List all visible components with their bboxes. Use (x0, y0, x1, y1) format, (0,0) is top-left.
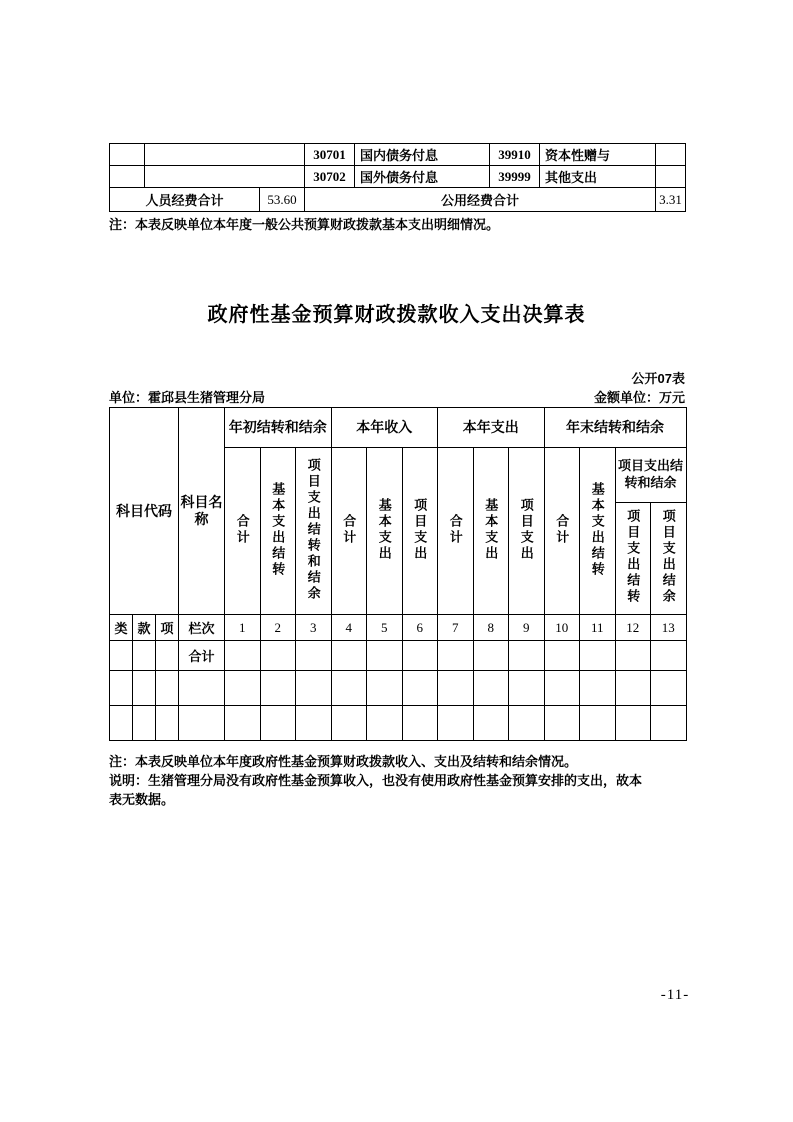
empty-cell (580, 671, 616, 706)
empty-data-row (110, 671, 687, 706)
column-number-row (110, 615, 687, 641)
economic-code-cell: 30702 (305, 166, 355, 188)
empty-cell (544, 641, 580, 671)
economic-name-cell: 国内债务付息 (355, 144, 490, 166)
header-g1-project: 项目支出 (402, 448, 438, 615)
col-number: 5 (367, 615, 403, 641)
empty-cell (260, 641, 296, 671)
col-number: 13 (651, 615, 687, 641)
code-subcol-section: 款 (133, 615, 156, 641)
economic-name-cell: 资本性赠与 (540, 144, 656, 166)
col-number: 12 (615, 615, 651, 641)
header-g1-total: 合计 (331, 448, 367, 615)
empty-cell (156, 706, 179, 741)
empty-cell (651, 706, 687, 741)
empty-cell (438, 706, 474, 741)
col-number: 11 (580, 615, 616, 641)
page-title: 政府性基金预算财政拨款收入支出决算表 (207, 304, 586, 326)
empty-cell (544, 671, 580, 706)
header-row-groups (110, 408, 687, 448)
header-g3-project-carryforward: 项目支出结转 (615, 503, 651, 615)
header-g3-project-carryover-group: 项目支出结转和结余 (615, 448, 686, 503)
empty-cell (225, 706, 261, 741)
empty-cell (367, 706, 403, 741)
amount-unit-label: 金额单位：万元 (593, 390, 685, 405)
empty-cell (473, 641, 509, 671)
header-g0-basic-carryover: 基本支出结转 (260, 448, 296, 615)
main-table-note: 注：本表反映单位本年度政府性基金预算财政拨款收入、支出及结转和结余情况。 (109, 754, 578, 769)
empty-cell (331, 671, 367, 706)
col-number: 1 (225, 615, 261, 641)
header-subject-code: 科目代码 (110, 408, 179, 615)
code-subcol-class: 类 (110, 615, 133, 641)
header-g3-project-surplus: 项目支出结余 (651, 503, 687, 615)
table-row (110, 188, 686, 212)
empty-cell (110, 706, 133, 741)
header-g0-project-carryover: 项目支出结转和结余 (296, 448, 332, 615)
col-number: 8 (473, 615, 509, 641)
empty-cell (296, 641, 332, 671)
empty-cell (110, 671, 133, 706)
empty-cell (110, 144, 145, 166)
empty-cell (544, 706, 580, 741)
col-number: 10 (544, 615, 580, 641)
empty-cell (651, 641, 687, 671)
empty-cell (296, 706, 332, 741)
empty-cell (133, 641, 156, 671)
code-subcol-item: 项 (156, 615, 179, 641)
empty-cell (402, 641, 438, 671)
col-number: 6 (402, 615, 438, 641)
col-number: 3 (296, 615, 332, 641)
empty-cell (473, 706, 509, 741)
empty-cell (438, 641, 474, 671)
col-number: 4 (331, 615, 367, 641)
economic-name-cell: 国外债务付息 (355, 166, 490, 188)
header-group-current-expenditure: 本年支出 (438, 408, 545, 448)
empty-cell (133, 671, 156, 706)
empty-cell (615, 641, 651, 671)
empty-cell (156, 641, 179, 671)
economic-name-cell: 其他支出 (540, 166, 656, 188)
header-subject-name: 科目名称 (179, 408, 225, 615)
empty-cell (656, 144, 686, 166)
page-number: -11- (660, 987, 690, 1003)
fragment-table-note: 注：本表反映单位本年度一般公共预算财政拨款基本支出明细情况。 (109, 217, 500, 232)
empty-cell (145, 166, 305, 188)
empty-cell (656, 166, 686, 188)
empty-data-row (110, 706, 687, 741)
empty-cell (580, 641, 616, 671)
table-code-label: 公开07表 (631, 371, 685, 386)
empty-cell (509, 641, 545, 671)
empty-cell (331, 641, 367, 671)
main-table (109, 407, 687, 741)
fragment-table (109, 143, 686, 212)
empty-cell (509, 706, 545, 741)
empty-cell (615, 671, 651, 706)
empty-cell (367, 671, 403, 706)
table-row (110, 144, 686, 166)
total-row (110, 641, 687, 671)
empty-cell (110, 641, 133, 671)
empty-cell (438, 671, 474, 706)
header-g2-total: 合计 (438, 448, 474, 615)
economic-code-cell: 30701 (305, 144, 355, 166)
header-group-closing-balance: 年末结转和结余 (544, 408, 686, 448)
empty-cell (225, 641, 261, 671)
empty-cell (260, 706, 296, 741)
unit-label: 单位：霍邱县生猪管理分局 (109, 390, 266, 405)
personnel-total-value: 53.60 (260, 188, 305, 212)
header-g2-project: 项目支出 (509, 448, 545, 615)
empty-cell (133, 706, 156, 741)
header-g2-basic: 基本支出 (473, 448, 509, 615)
empty-cell (179, 671, 225, 706)
header-g3-basic-carryover: 基本支出结转 (580, 448, 616, 615)
economic-code-cell: 39999 (490, 166, 540, 188)
personnel-total-label: 人员经费合计 (110, 188, 260, 212)
economic-code-cell: 39910 (490, 144, 540, 166)
empty-cell (402, 671, 438, 706)
empty-cell (615, 706, 651, 741)
empty-cell (509, 671, 545, 706)
public-total-label: 公用经费合计 (305, 188, 656, 212)
empty-cell (473, 671, 509, 706)
empty-cell (651, 671, 687, 706)
col-number: 9 (509, 615, 545, 641)
public-total-value: 3.31 (656, 188, 686, 212)
lanci-label: 栏次 (179, 615, 225, 641)
header-g0-total: 合计 (225, 448, 261, 615)
header-group-opening-balance: 年初结转和结余 (225, 408, 332, 448)
empty-cell (402, 706, 438, 741)
empty-cell (296, 671, 332, 706)
empty-cell (367, 641, 403, 671)
empty-cell (225, 671, 261, 706)
header-group-current-income: 本年收入 (331, 408, 438, 448)
explanation-note: 说明：生猪管理分局没有政府性基金预算收入，也没有使用政府性基金预算安排的支出，故本表无数据。 (109, 773, 643, 807)
empty-cell (580, 706, 616, 741)
table-row (110, 166, 686, 188)
header-g3-total: 合计 (544, 448, 580, 615)
empty-cell (179, 706, 225, 741)
empty-cell (260, 671, 296, 706)
empty-cell (110, 166, 145, 188)
col-number: 2 (260, 615, 296, 641)
empty-cell (156, 671, 179, 706)
header-g1-basic: 基本支出 (367, 448, 403, 615)
empty-cell (145, 144, 305, 166)
empty-cell (331, 706, 367, 741)
col-number: 7 (438, 615, 474, 641)
total-row-label: 合计 (179, 641, 225, 671)
